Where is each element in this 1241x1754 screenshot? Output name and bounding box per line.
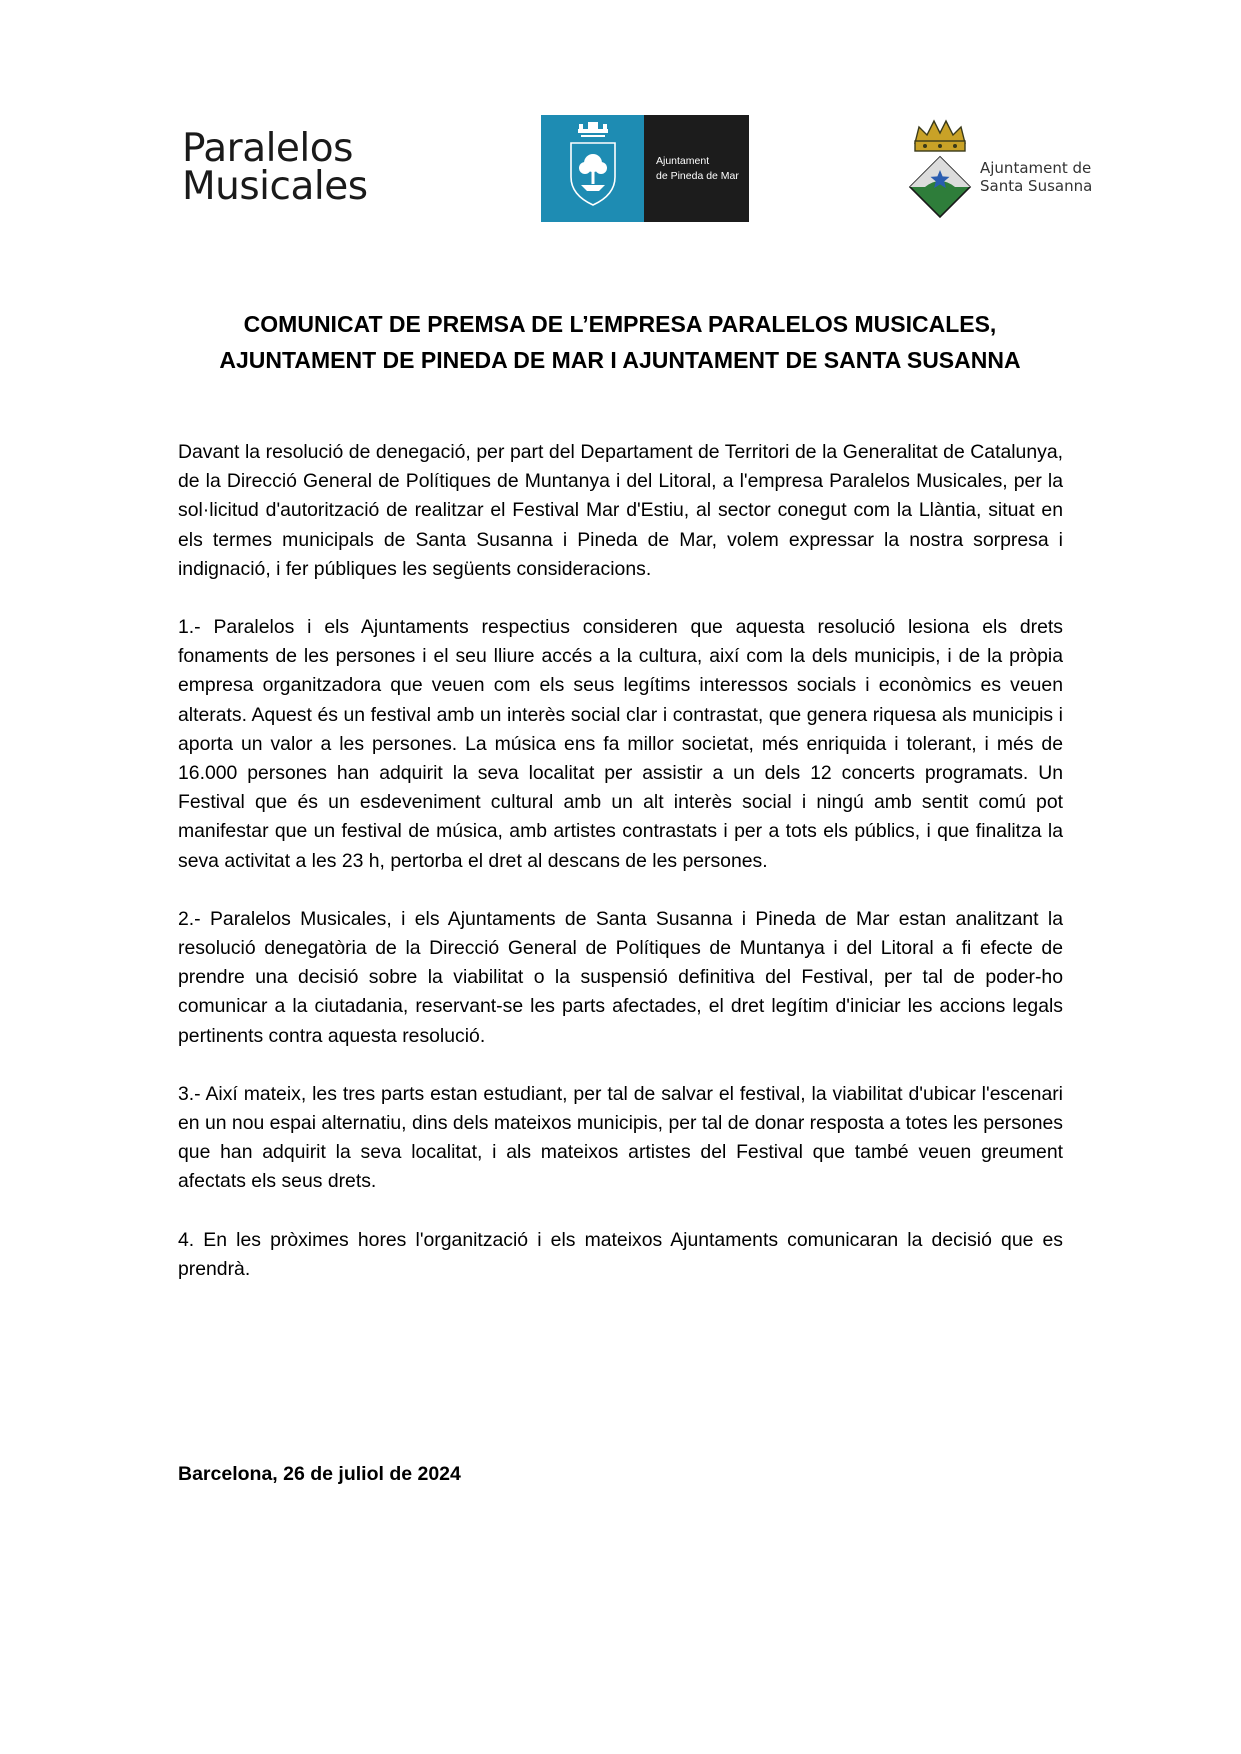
paralelos-musicales-logo xyxy=(182,126,402,210)
intro-paragraph: Davant la resolució de denegació, per part del Departament de Territori de la Generalitat de Catalunya, de la Direcció General de Polítiques de Muntanya i del Litoral, a l'empresa Paralelos Musicales, per la sol·licitud d'autorització de realitzar el Festival Mar d'Estiu, al sector conegut com la Llàntia, situat en els termes municipals de Santa Susanna i Pineda de Mar, volem expressar la nostra sorpresa i indignació, i fer públiques les següents consideracions. xyxy=(178,441,1063,580)
paralelos-logo-line2: Musicales xyxy=(182,164,368,209)
press-release-title xyxy=(150,306,1090,378)
point-2-paragraph: 2.- Paralelos Musicales, i els Ajuntaments de Santa Susanna i Pineda de Mar estan analitzant la resolució denegatòria de la Direcció General de Polítiques de Muntanya i del Litoral a fi efecte de prendre una decisió sobre la viabilitat o la suspensió definitiva del Festival, per tal de poder-ho comunicar a la ciutadania, reservant-se les parts afectades, el dret legítim d'iniciar les accions legals pertinents contra aquesta resolució. xyxy=(178,907,1063,1047)
pineda-logo-line1: Ajuntament xyxy=(656,154,710,167)
santa-susanna-logo xyxy=(905,117,1095,223)
point-4-paragraph: 4. En les pròximes hores l'organització i els mateixos Ajuntaments comunicaran la decisió que es prendrà. xyxy=(178,1228,1063,1280)
header-logos xyxy=(0,0,1241,240)
title-line1: COMUNICAT DE PREMSA DE L’EMPRESA PARALELOS MUSICALES, xyxy=(243,311,997,337)
santa-logo-line2: Santa Susanna xyxy=(980,177,1093,195)
pineda-de-mar-logo xyxy=(541,115,749,222)
pineda-text-panel xyxy=(644,115,749,222)
santa-susanna-logo-text xyxy=(980,159,1092,195)
santa-susanna-coat-of-arms-icon xyxy=(905,117,975,223)
paralelos-logo-line1: Paralelos xyxy=(182,126,353,171)
place-and-date: Barcelona, 26 de juliol de 2024 xyxy=(178,1463,461,1485)
point-3-paragraph: 3.- Així mateix, les tres parts estan estudiant, per tal de salvar el festival, la viabilitat d'ubicar l'escenari en un nou espai alternatiu, dins dels mateixos municipis, per tal de donar resposta a totes les persones que han adquirit la seva localitat, i als mateixos artistes del Festival que també veuen greument afectats els seus drets. xyxy=(178,1082,1063,1193)
santa-logo-line1: Ajuntament de xyxy=(980,159,1092,177)
point-1-paragraph: 1.- Paralelos i els Ajuntaments respectius consideren que aquesta resolució lesiona els drets fonaments de les persones i el seu lliure accés a la cultura, així com la dels municipis, i de la pròpia empresa organitzadora que veuen com els seus legítims interessos socials i econòmics es veuen alterats. Aquest és un festival amb un interès social clar i contrastat, que genera riquesa als municipis i aporta un valor a les persones. La música ens fa millor societat, més enriquida i tolerant, i més de 16.000 persones han adquirit la seva localitat per assistir a un dels 12 concerts programats. Un Festival que és un esdeveniment cultural amb un alt interès social i ningú amb sentit comú pot manifestar que un festival de música, amb artistes contrastats i per a tots els públics, i que finalitza la seva activitat a les 23 h, pertorba el dret al descans de les persones. xyxy=(178,616,1063,872)
pineda-shield-panel xyxy=(541,115,644,222)
title-line2: AJUNTAMENT DE PINEDA DE MAR I AJUNTAMENT DE SANTA SUSANNA xyxy=(219,347,1021,373)
pineda-logo-line2: de Pineda de Mar xyxy=(656,169,739,182)
pineda-coat-of-arms-icon xyxy=(541,115,644,222)
press-release-body xyxy=(178,438,1063,1313)
